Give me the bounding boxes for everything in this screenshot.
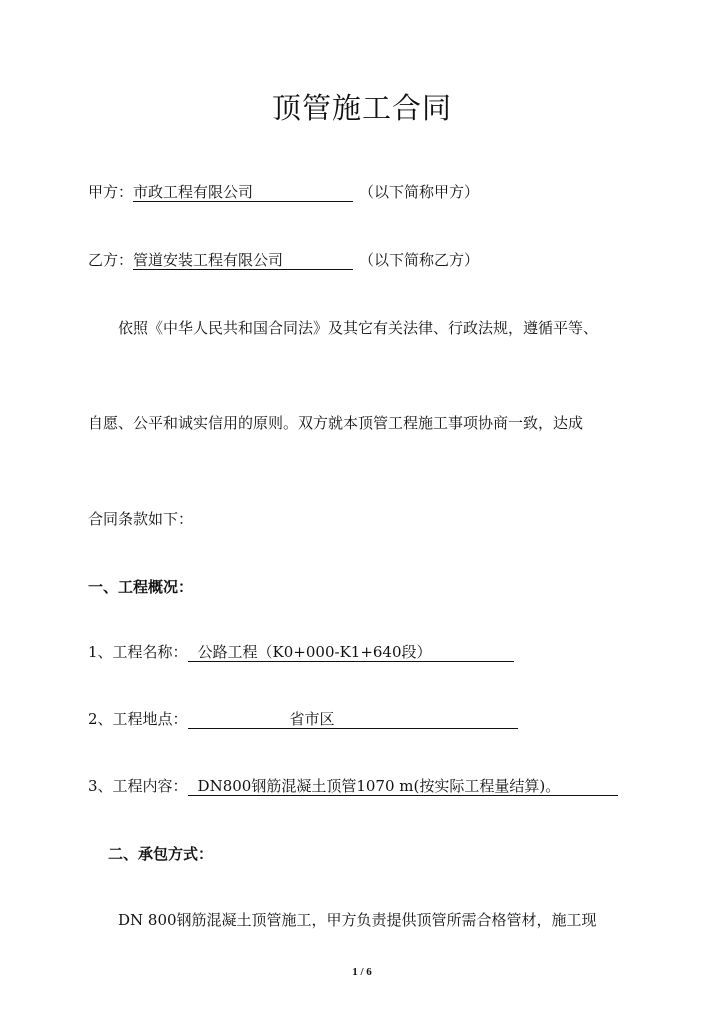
party-b-label: 乙方：	[88, 251, 134, 269]
item-2-line	[88, 709, 518, 729]
party-b-note: （以下简称乙方）	[359, 251, 480, 269]
item-1-label: 1、工程名称：	[88, 643, 188, 661]
party-a-name: 市政工程有限公司	[133, 184, 353, 202]
page-number: 1 / 6	[352, 966, 372, 978]
section1-heading: 一、工程概况：	[88, 578, 194, 596]
party-a-note: （以下简称甲方）	[359, 183, 480, 201]
party-b-line	[88, 250, 479, 270]
preamble-line-3: 合同条款如下：	[88, 510, 194, 528]
item-2-value: 省市区	[188, 711, 518, 729]
section2-heading: 二、承包方式：	[108, 845, 214, 863]
section2-line-1: DN 800钢筋混凝土顶管施工，甲方负责提供顶管所需合格管材，施工现	[118, 911, 597, 929]
item-2-label: 2、工程地点：	[88, 710, 188, 728]
preamble-line-2: 自愿、公平和诚实信用的原则。双方就本顶管工程施工事项协商一致，达成	[88, 414, 584, 432]
party-b-name: 管道安装工程有限公司	[133, 252, 353, 270]
party-a-label: 甲方：	[88, 183, 134, 201]
item-1-value: 公路工程（K0+000-K1+640段）	[188, 644, 514, 662]
party-a-line	[88, 182, 479, 202]
item-3-line	[88, 776, 618, 796]
document-title: 顶管施工合同	[271, 91, 452, 125]
item-3-value: DN800钢筋混凝土顶管1070 m(按实际工程量结算)。	[188, 778, 618, 796]
preamble-line-1: 依照《中华人民共和国合同法》及其它有关法律、行政法规，遵循平等、	[118, 319, 599, 337]
item-3-label: 3、工程内容：	[88, 777, 188, 795]
item-1-line	[88, 642, 514, 662]
